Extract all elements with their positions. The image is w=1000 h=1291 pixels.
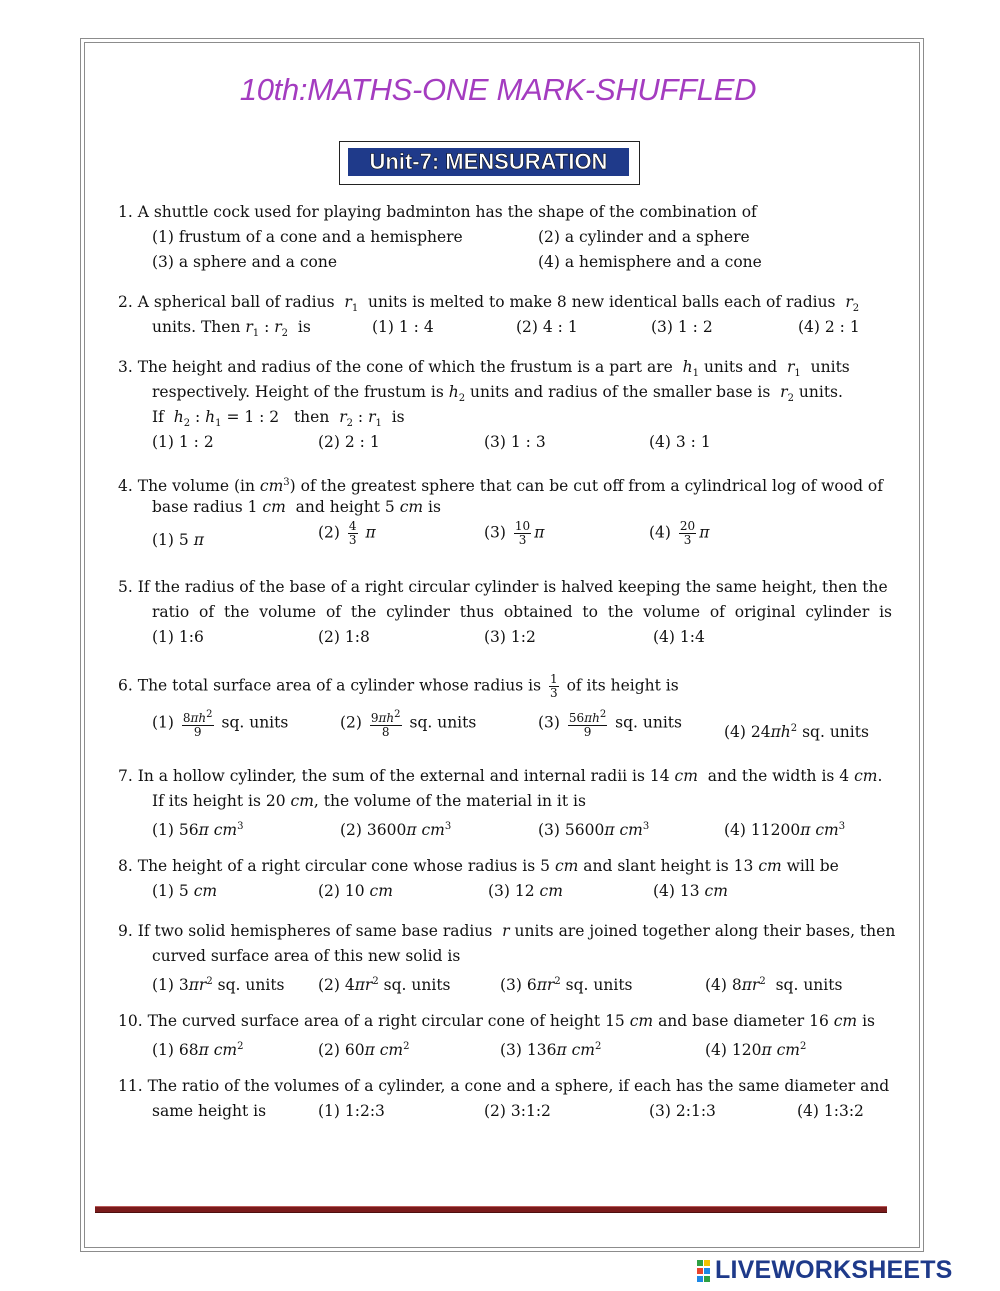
question-8-option-2[interactable]: (2) 10 cm xyxy=(318,882,393,900)
question-10-options xyxy=(152,1034,892,1059)
question-6-option-3[interactable]: (3) $\frac{56\pi h^2}{9}$ sq. units xyxy=(538,709,682,739)
question-5-option-4[interactable]: (4) 1:4 xyxy=(653,628,705,646)
question-4-option-2[interactable]: (2) $\frac{4}{3}$ π xyxy=(318,519,376,547)
question-3-line-2: respectively. Height of the frustum is $h_2$ units and radius of the smaller base is $r_2$ units. xyxy=(152,383,843,405)
question-3-option-1[interactable]: (1) 1 : 2 xyxy=(152,433,214,451)
question-8-option-1[interactable]: (1) 5 cm xyxy=(152,882,218,900)
question-8-option-4[interactable]: (4) 13 cm xyxy=(653,882,728,900)
question-10-option-3[interactable]: (3) 136π $cm^2$ xyxy=(500,1041,602,1060)
question-1-options-row-1 xyxy=(152,225,892,250)
question-2-option-3[interactable]: (3) 1 : 2 xyxy=(651,318,713,336)
question-9: 9. If two solid hemispheres of same base radius r units are joined together along their bases, then xyxy=(118,922,896,940)
question-11-option-1[interactable]: (1) 1:2:3 xyxy=(318,1102,385,1120)
question-11-option-3[interactable]: (3) 2:1:3 xyxy=(649,1102,716,1120)
unit-heading-box xyxy=(339,141,640,185)
question-9-option-1[interactable]: (1) $3\pi r^2$ sq. units xyxy=(152,976,285,995)
question-11: 11. The ratio of the volumes of a cylinder, a cone and a sphere, if each has the same diameter and xyxy=(118,1077,890,1095)
question-4-option-1[interactable]: (1) 5 π xyxy=(152,531,204,549)
question-3-line-3: If $h_2$ : $h_1 = 1$ : 2 then $r_2$ : $r_1$ is xyxy=(152,408,405,430)
question-6-option-1[interactable]: (1) $\frac{8\pi h^2}{9}$ sq. units xyxy=(152,709,289,739)
question-8: 8. The height of a right circular cone whose radius is 5 cm and slant height is 13 cm will be xyxy=(118,857,839,875)
question-9-option-3[interactable]: (3) $6\pi r^2$ sq. units xyxy=(500,976,633,995)
question-8-option-3[interactable]: (3) 12 cm xyxy=(488,882,563,900)
question-1-options-row-2 xyxy=(152,250,892,275)
question-11-options: same height is (1) 1:2:3 (2) 3:1:2 (3) 2:1:3 (4) 1:3:2 xyxy=(152,1099,892,1124)
question-1-option-3[interactable]: (3) a sphere and a cone xyxy=(152,253,338,271)
question-9-options xyxy=(152,969,892,994)
question-11-option-2[interactable]: (2) 3:1:2 xyxy=(484,1102,551,1120)
question-4-options xyxy=(152,519,892,558)
question-6-option-4[interactable]: (4) $24\pi h^2$ sq. units xyxy=(724,723,869,742)
question-9-line-2: curved surface area of this new solid is xyxy=(152,947,461,965)
question-7-line-2: If its height is 20 cm, the volume of the material in it is xyxy=(152,792,586,810)
question-3-option-4[interactable]: (4) 3 : 1 xyxy=(649,433,711,451)
question-4-line-2: base radius 1 cm and height 5 cm is xyxy=(152,498,441,516)
question-2-line-2: units. Then $r_1$ : $r_2$ is (1) 1 : 4 (2) 4 : 1 (3) 1 : 2 (4) 2 : 1 xyxy=(152,315,892,340)
question-1: 1. A shuttle cock used for playing badminton has the shape of the combination of xyxy=(118,203,757,221)
question-10-option-4[interactable]: (4) 120π $cm^2$ xyxy=(705,1041,807,1060)
unit-heading: Unit-7: MENSURATION xyxy=(348,148,629,176)
question-1-option-4[interactable]: (4) a hemisphere and a cone xyxy=(538,253,762,271)
question-9-option-2[interactable]: (2) $4\pi r^2$ sq. units xyxy=(318,976,451,995)
question-6-options xyxy=(152,709,892,746)
question-2-option-2[interactable]: (2) 4 : 1 xyxy=(516,318,578,336)
question-7: 7. In a hollow cylinder, the sum of the external and internal radii is 14 cm and the width is 4 cm. xyxy=(118,767,883,785)
question-1-option-1[interactable]: (1) frustum of a cone and a hemisphere xyxy=(152,228,463,246)
question-3-option-2[interactable]: (2) 2 : 1 xyxy=(318,433,380,451)
question-7-options xyxy=(152,814,892,839)
question-7-option-4[interactable]: (4) 11200π $cm^3$ xyxy=(724,821,846,840)
question-5-option-1[interactable]: (1) 1:6 xyxy=(152,628,204,646)
question-10-option-1[interactable]: (1) 68π $cm^2$ xyxy=(152,1041,244,1060)
question-2-option-1[interactable]: (1) 1 : 4 xyxy=(372,318,434,336)
question-5-line-2: ratio of the volume of the cylinder thus obtained to the volume of original cylinder is xyxy=(152,603,892,621)
footer-rule xyxy=(95,1206,887,1213)
worksheet-title: 10th:MATHS-ONE MARK-SHUFFLED xyxy=(239,72,757,107)
question-3-option-3[interactable]: (3) 1 : 3 xyxy=(484,433,546,451)
question-11-option-4[interactable]: (4) 1:3:2 xyxy=(797,1102,864,1120)
question-5-option-2[interactable]: (2) 1:8 xyxy=(318,628,370,646)
question-2-option-4[interactable]: (4) 2 : 1 xyxy=(798,318,860,336)
question-7-option-2[interactable]: (2) 3600π $cm^3$ xyxy=(340,821,452,840)
question-5: 5. If the radius of the base of a right circular cylinder is halved keeping the same height, then the xyxy=(118,578,888,596)
question-4-option-3[interactable]: (3) $\frac{10}{3}$ π xyxy=(484,519,545,547)
question-3: 3. The height and radius of the cone of which the frustum is a part are $h_1$ units and $r_1$ units xyxy=(118,358,850,380)
question-7-option-3[interactable]: (3) 5600π $cm^3$ xyxy=(538,821,650,840)
question-6-option-2[interactable]: (2) $\frac{9\pi h^2}{8}$ sq. units xyxy=(340,709,477,739)
liveworksheets-logo-text: LIVEWORKSHEETS xyxy=(715,1256,953,1284)
question-4-option-4[interactable]: (4) $\frac{20}{3}$ π xyxy=(649,519,710,547)
liveworksheets-logo-icon xyxy=(697,1260,711,1282)
question-2: 2. A spherical ball of radius $r_1$ units is melted to make 8 new identical balls each of radius $r_2$ xyxy=(118,293,860,315)
question-8-options xyxy=(152,879,892,904)
question-9-option-4[interactable]: (4) $8\pi r^2$ sq. units xyxy=(705,976,843,995)
question-5-option-3[interactable]: (3) 1:2 xyxy=(484,628,536,646)
question-1-option-2[interactable]: (2) a cylinder and a sphere xyxy=(538,228,750,246)
question-3-options xyxy=(152,430,892,455)
question-4: 4. The volume (in $cm^3$) of the greatest sphere that can be cut off from a cylindrical log of wood of xyxy=(118,477,883,496)
question-10-option-2[interactable]: (2) 60π $cm^2$ xyxy=(318,1041,410,1060)
question-5-options xyxy=(152,625,892,650)
question-7-option-1[interactable]: (1) 56π $cm^3$ xyxy=(152,821,244,840)
question-10: 10. The curved surface area of a right circular cone of height 15 cm and base diameter 16 cm is xyxy=(118,1012,875,1030)
question-6: 6. The total surface area of a cylinder whose radius is $\frac{1}{3}$ of its height is xyxy=(118,672,679,700)
